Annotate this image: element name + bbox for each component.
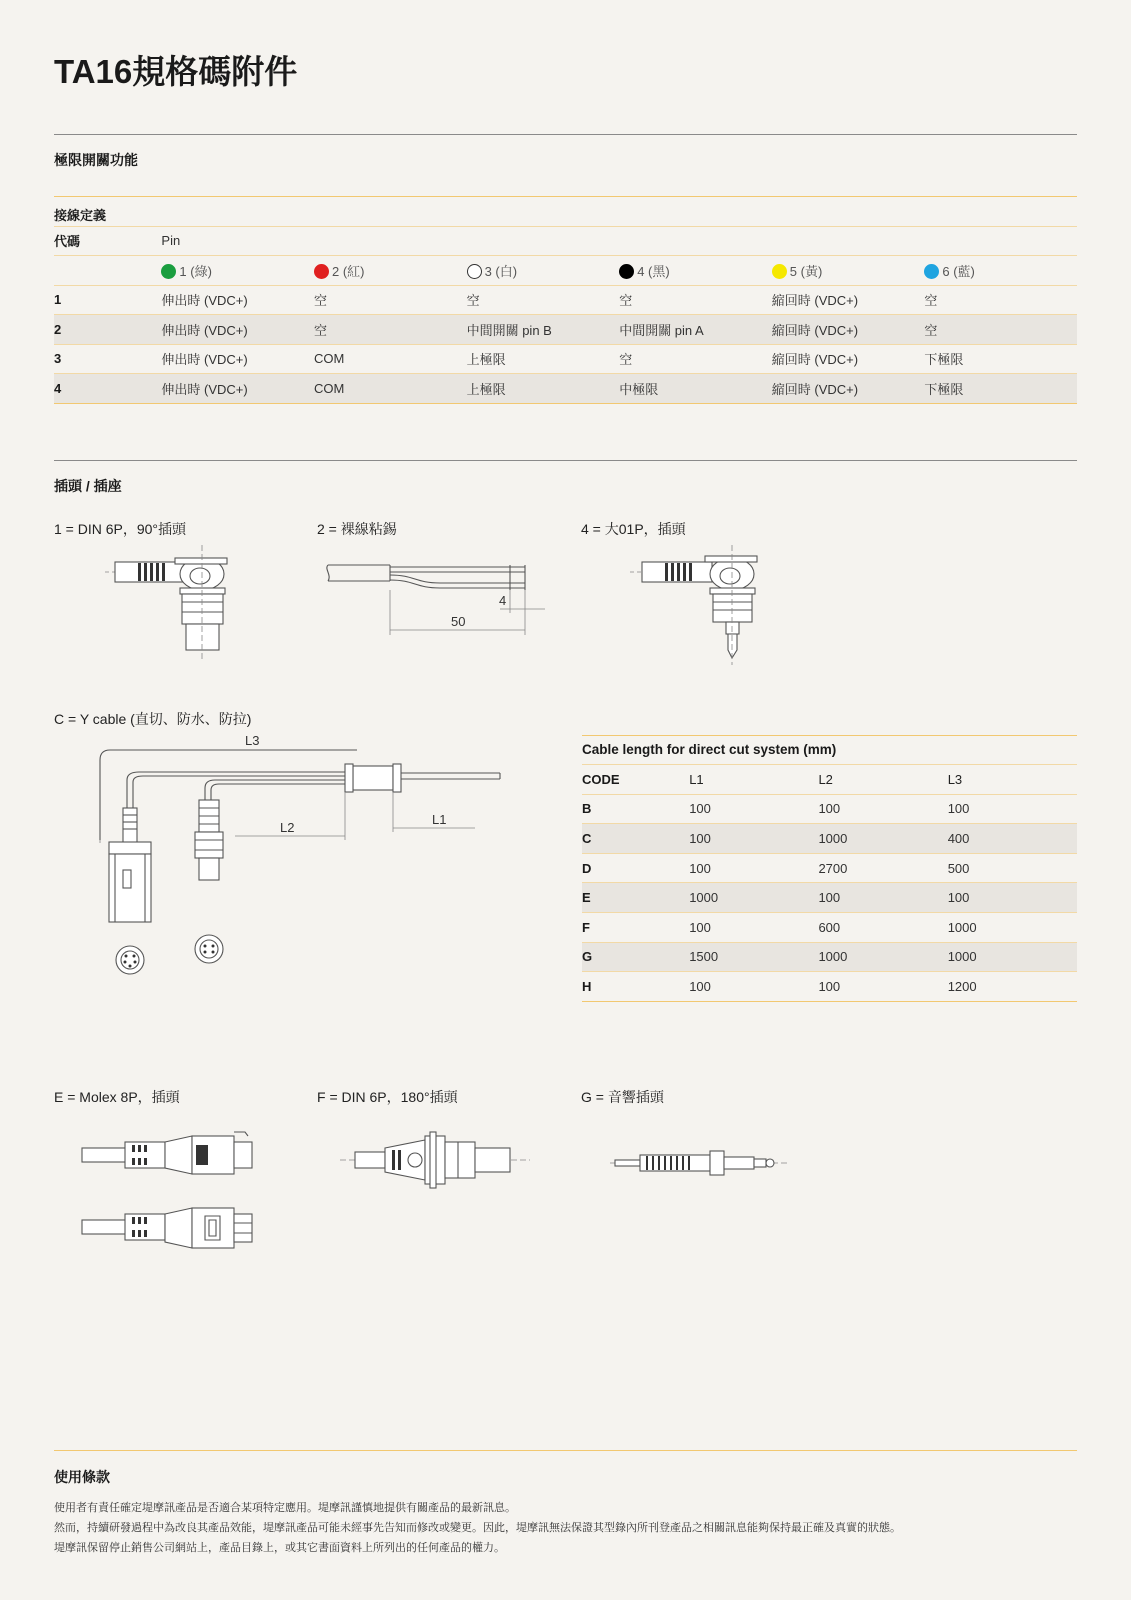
pin-2: 2 (紅) — [314, 256, 467, 286]
table-row: C 100 1000 400 — [582, 824, 1077, 854]
table-row: F 100 600 1000 — [582, 913, 1077, 943]
din-6p-90-plug-drawing — [100, 550, 250, 680]
terms-line: 堤摩訊保留停止銷售公司網站上，產品目錄上，或其它書面資料上所列出的任何產品的權力。 — [54, 1542, 505, 1554]
din-6p-180-plug-drawing — [340, 1130, 540, 1200]
table-row: 1 伸出時 (VDC+) 空 空 空 縮回時 (VDC+) 空 — [54, 285, 1077, 315]
section-heading-plugs: 插頭 / 插座 — [54, 478, 122, 494]
table-row: 3 伸出時 (VDC+) COM 上極限 空 縮回時 (VDC+) 下極限 — [54, 344, 1077, 374]
white-dot-icon — [467, 264, 482, 279]
divider — [54, 460, 1077, 461]
dim-l2-label: L2 — [280, 820, 295, 835]
pin-6: 6 (藍) — [924, 256, 1077, 286]
table-caption-row — [582, 735, 1077, 765]
section-heading-limit-switch: 極限開關功能 — [54, 152, 138, 168]
table-row: D 100 2700 500 — [582, 853, 1077, 883]
divider — [54, 196, 1077, 197]
terms-line: 使用者有責任確定堤摩訊產品是否適合某項特定應用。堤摩訊謹慎地提供有關產品的最新訊息。 — [54, 1502, 516, 1514]
yellow-dot-icon — [772, 264, 787, 279]
pin-3: 3 (白) — [467, 256, 620, 286]
terms-heading: 使用條款 — [54, 1469, 110, 1485]
dim-4-label: 4 — [499, 593, 507, 608]
divider — [54, 134, 1077, 135]
audio-plug-drawing — [610, 1145, 800, 1185]
red-dot-icon — [314, 264, 329, 279]
plug-f-label: F = DIN 6P，180°插頭 — [317, 1089, 458, 1105]
cable-length-table — [582, 735, 1077, 1002]
table-row: G 1500 1000 1000 — [582, 942, 1077, 972]
plug-2-label: 2 = 裸線粘錫 — [317, 521, 397, 537]
dim-l1-label: L1 — [432, 812, 447, 827]
wiring-table — [54, 226, 1077, 404]
cable-table-caption: Cable length for direct cut system (mm) — [582, 735, 1077, 765]
plug-g-label: G = 音響插頭 — [581, 1089, 664, 1105]
table-row — [54, 226, 1077, 256]
dim-l3-label: L3 — [245, 733, 260, 748]
table-row: 4 伸出時 (VDC+) COM 上極限 中極限 縮回時 (VDC+) 下極限 — [54, 374, 1077, 404]
table-row — [54, 256, 1077, 286]
table-row: B 100 100 100 — [582, 794, 1077, 824]
terms-line: 然而，持續研發過程中為改良其產品效能，堤摩訊產品可能未經事先告知而修改或變更。因此，堤摩訊無法保證其型錄內所刊登產品之相關訊息能夠保持最正確及真實的狀態。 — [54, 1522, 901, 1534]
pin-4: 4 (黑) — [619, 256, 772, 286]
molex-8p-plug-drawing — [80, 1130, 280, 1260]
big-01p-plug-drawing — [630, 550, 770, 680]
y-cable-drawing — [95, 733, 515, 980]
code-header: 代碼 — [54, 226, 161, 256]
terms-text — [54, 1498, 901, 1558]
pin-5: 5 (黃) — [772, 256, 925, 286]
plug-e-label: E = Molex 8P，插頭 — [54, 1089, 180, 1105]
plug-c-label: C = Y cable (直切、防水、防拉) — [54, 711, 252, 727]
plug-1-label: 1 = DIN 6P，90°插頭 — [54, 521, 187, 537]
table-header-row: CODE L1 L2 L3 — [582, 765, 1077, 795]
plug-4-label: 4 = 大01P，插頭 — [581, 521, 686, 537]
green-dot-icon — [161, 264, 176, 279]
dim-50-label: 50 — [451, 614, 466, 629]
divider — [54, 1450, 1077, 1451]
wiring-heading: 接線定義 — [54, 208, 107, 223]
table-row: 2 伸出時 (VDC+) 空 中間開關 pin B 中間開關 pin A 縮回時 (VDC+) 空 — [54, 315, 1077, 345]
blue-dot-icon — [924, 264, 939, 279]
pin-1: 1 (綠) — [161, 256, 314, 286]
table-row: E 1000 100 100 — [582, 883, 1077, 913]
bare-wire-drawing — [320, 555, 560, 655]
black-dot-icon — [619, 264, 634, 279]
pin-header: Pin — [161, 226, 1077, 256]
table-row: H 100 100 1200 — [582, 972, 1077, 1002]
page-title: TA16規格碼附件 — [54, 53, 298, 90]
